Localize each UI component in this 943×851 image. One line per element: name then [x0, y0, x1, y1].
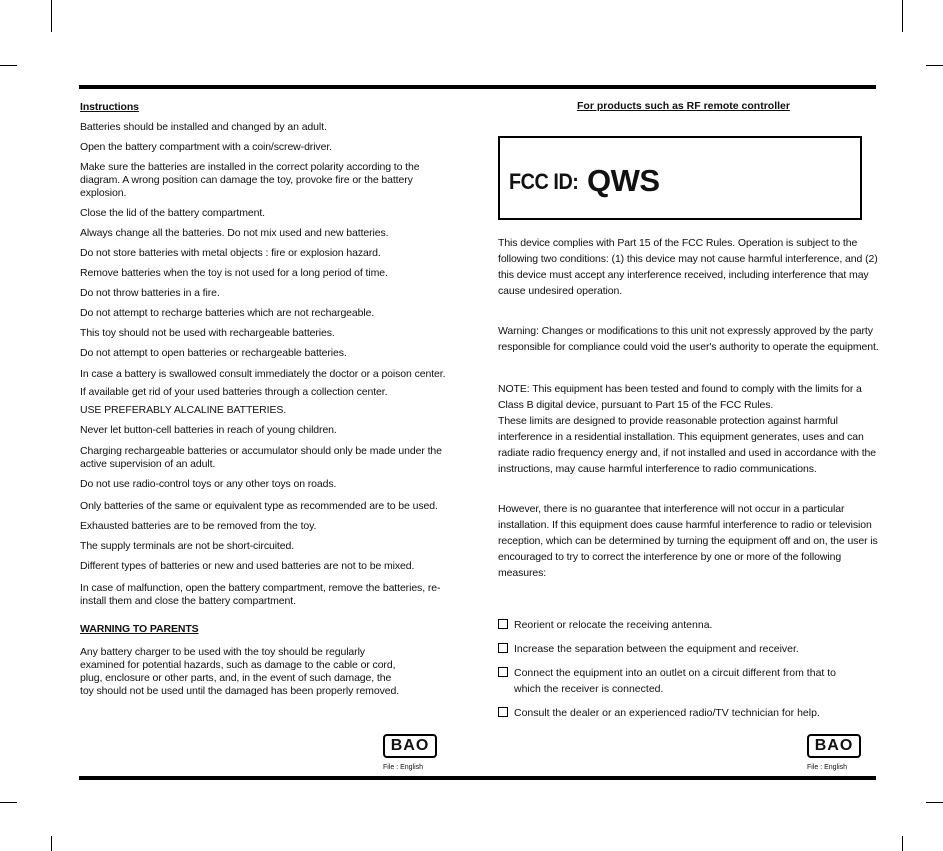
measure-item: [498, 641, 878, 657]
instructions-heading: Instructions: [80, 101, 139, 113]
instruction-item: Batteries should be installed and changed by an adult.: [80, 121, 327, 133]
crop-mark: [51, 836, 52, 851]
bao-logo-left: [383, 734, 437, 760]
instruction-item: Close the lid of the battery compartment.: [80, 207, 265, 219]
bao-logo-mark: BAO: [383, 734, 437, 758]
instruction-item: In case of malfunction, open the battery compartment, remove the batteries, re-install them and close the battery compartment.: [80, 582, 441, 607]
crop-mark: [902, 836, 903, 851]
instruction-item: If available get rid of your used batteries through a collection center.: [80, 386, 388, 398]
fcc-paragraph: These limits are designed to provide reasonable protection against harmful interference in a residential installation. This equipment generates, uses and can radiate radio frequency energy and, if not installed and used in accordance with the instructions, may cause harmful interference to radio communications.: [498, 415, 877, 475]
fcc-paragraph: NOTE: This equipment has been tested and found to comply with the limits for a Class B digital device, pursuant to Part 15 of the FCC Rules.: [498, 383, 862, 411]
checkbox-square: [498, 643, 508, 653]
fcc-statement: [498, 235, 880, 581]
bao-logo-mark: BAO: [807, 734, 861, 758]
warning-text: Any battery charger to be used with the toy should be regularly examined for potential hazards, such as damage to the cable or cord, plug, enclosure or other parts, and, in the event of such damage, the toy should not be used until the damaged has been properly removed.: [80, 646, 400, 697]
checkbox-square: [498, 707, 508, 717]
instructions-column: [80, 100, 450, 698]
measure-item: [498, 617, 878, 633]
bao-logo-right: [807, 734, 861, 760]
instruction-item: This toy should not be used with rechargeable batteries.: [80, 327, 335, 339]
top-rule: [79, 85, 876, 89]
instruction-item: Do not throw batteries in a fire.: [80, 287, 220, 299]
fcc-paragraph: However, there is no guarantee that interference will not occur in a particular installation. If this equipment does cause harmful interference to radio or television reception, which can be determined by turning the equipment off and on, the user is encouraged to try to correct the interference by one or more of the following measures:: [498, 503, 878, 579]
instruction-item: Open the battery compartment with a coin/screw-driver.: [80, 141, 332, 153]
checkbox-square: [498, 619, 508, 629]
instruction-item: In case a battery is swallowed consult immediately the doctor or a poison center.: [80, 368, 446, 380]
measure-text: Consult the dealer or an experienced radio/TV technician for help.: [514, 707, 820, 719]
instruction-item: USE PREFERABLY ALCALINE BATTERIES.: [80, 404, 287, 416]
instruction-item: Charging rechargeable batteries or accumulator should only be made under the active supervision of an adult.: [80, 445, 442, 470]
measure-text: Connect the equipment into an outlet on a circuit different from that to which the receiver is connected.: [514, 667, 836, 695]
fcc-id-value: QWS: [587, 163, 660, 198]
crop-mark: [0, 802, 17, 803]
fcc-id-label: FCC ID:: [509, 169, 579, 194]
file-label-right: File : English: [807, 764, 848, 771]
crop-mark: [926, 802, 943, 803]
measure-text: Reorient or relocate the receiving antenna.: [514, 619, 713, 631]
fcc-paragraph: Warning: Changes or modifications to this unit not expressly approved by the party responsible for compliance could void the user's authority to operate the equipment.: [498, 325, 879, 353]
instruction-item: Do not attempt to recharge batteries which are not rechargeable.: [80, 307, 375, 319]
instruction-item: Do not store batteries with metal objects : fire or explosion hazard.: [80, 247, 381, 259]
instruction-item: Different types of batteries or new and used batteries are not to be mixed.: [80, 560, 415, 572]
checkbox-square: [498, 667, 508, 677]
measure-text: Increase the separation between the equipment and receiver.: [514, 643, 799, 655]
rf-heading: For products such as RF remote controller: [577, 100, 790, 112]
warning-heading: WARNING TO PARENTS: [80, 623, 199, 635]
instruction-item: Do not use radio-control toys or any other toys on roads.: [80, 478, 337, 490]
instruction-item: Always change all the batteries. Do not mix used and new batteries.: [80, 227, 389, 239]
file-label-left: File : English: [383, 764, 424, 771]
measure-item: [498, 705, 878, 721]
instruction-item: Do not attempt to open batteries or rechargeable batteries.: [80, 347, 347, 359]
fcc-id-box: [498, 136, 862, 220]
fcc-paragraph: This device complies with Part 15 of the FCC Rules. Operation is subject to the following two conditions: (1) this device may not cause harmful interference, and (2) this device must accept any interference received, including interference that may cause undesired operation.: [498, 237, 878, 297]
instruction-item: The supply terminals are not be short-circuited.: [80, 540, 295, 552]
instruction-item: Exhausted batteries are to be removed from the toy.: [80, 520, 317, 532]
measure-item: [498, 665, 858, 697]
crop-mark: [926, 65, 943, 66]
crop-mark: [51, 0, 52, 32]
crop-mark: [0, 65, 17, 66]
instruction-item: Remove batteries when the toy is not used for a long period of time.: [80, 267, 388, 279]
instruction-item: Make sure the batteries are installed in the correct polarity according to the diagram. A wrong position can damage the toy, provoke fire or the battery explosion.: [80, 161, 420, 199]
bottom-rule: [79, 776, 876, 780]
crop-mark: [902, 0, 903, 32]
instruction-item: Only batteries of the same or equivalent type as recommended are to be used.: [80, 500, 438, 512]
instruction-item: Never let button-cell batteries in reach of young children.: [80, 424, 337, 436]
